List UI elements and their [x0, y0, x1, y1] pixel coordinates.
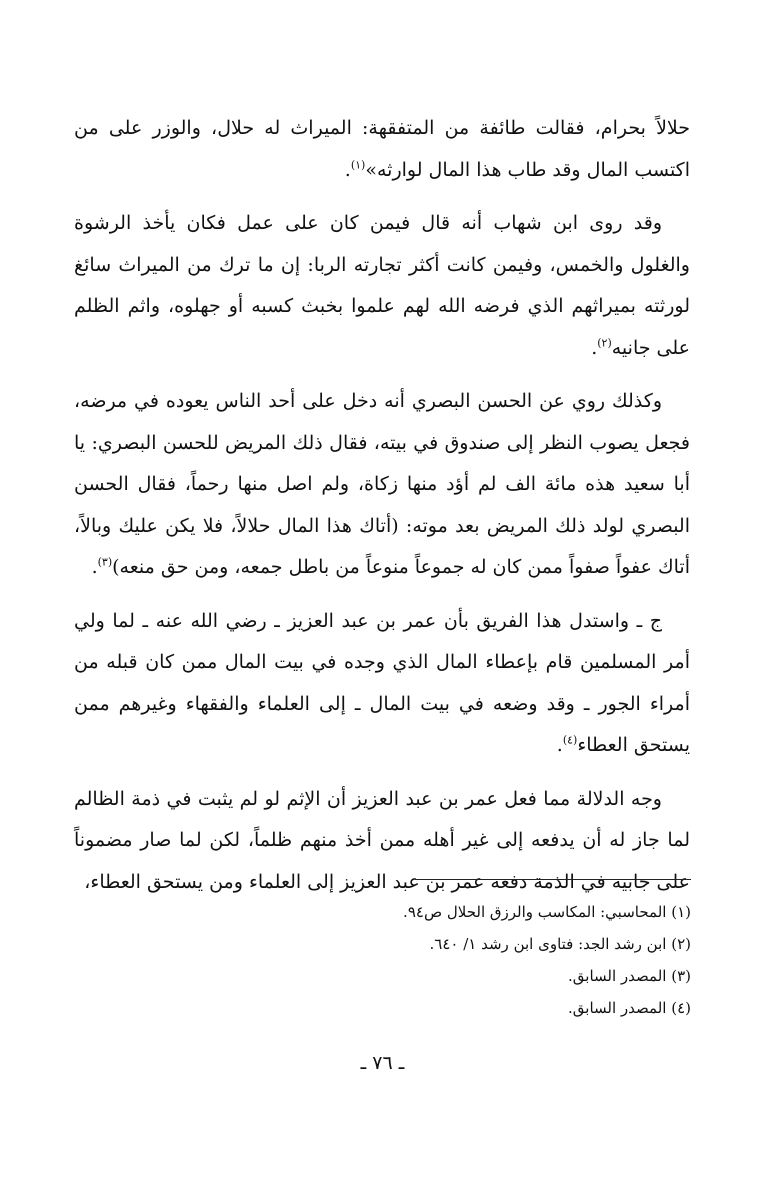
- paragraph-5: [74, 779, 690, 904]
- footnote-2: (٢) ابن رشد الجد: فتاوى ابن رشد ١/ ٦٤٠.: [429, 935, 691, 953]
- footnotes: [75, 896, 691, 1024]
- paragraph-2-text: وقد روى ابن شهاب أنه قال فيمن كان على عمل فكان يأخذ الرشوة والغلول والخمس، وفيمن كانت أكثر تجارته الربا: إن ما ترك من الميراث سائغ لورثته بميراثهم الذي فرضه الله لهم علموا بخبث كسبه أو جهلوه، واثم الظلم على جانيه: [74, 212, 690, 359]
- paragraph-4: [74, 601, 690, 767]
- footnote-ref-1: (١): [350, 158, 366, 172]
- paragraph-1-text: حلالاً بحرام، فقالت طائفة من المتفقهة: الميراث له حلال، والوزر على من اكتسب المال وقد طاب هذا المال لوارثه»: [74, 117, 690, 181]
- page-number: ـ ٧٦ ـ: [360, 1052, 405, 1074]
- paragraph-4-text: ج ـ واستدل هذا الفريق بأن عمر بن عبد العزيز ـ رضي الله عنه ـ لما ولي أمر المسلمين قام بإعطاء المال الذي وجده في بيت المال ممن كان قبله من أمراء الجور ـ وقد وضعه في بيت المال ـ إلى العلماء والفقهاء وغيرهم ممن يستحق العطاء: [74, 609, 690, 756]
- footnote-ref-4: (٤): [562, 733, 578, 747]
- footnote-3: (٣) المصدر السابق.: [568, 967, 691, 985]
- paragraph-1-tail: .: [344, 158, 351, 181]
- main-text: [74, 108, 690, 903]
- paragraph-5-text: وجه الدلالة مما فعل عمر بن عبد العزيز أن الإثم لو لم يثبت في ذمة الظالم لما جاز له أن يدفعه إلى غير أهله ممن أخذ منهم ظلماً، لكن لما صار مضموناً على جابيه في الذمة دفعه عمر بن عبد العزيز إلى العلماء ومن يستحق العطاء،: [74, 787, 690, 893]
- paragraph-3: [74, 381, 690, 589]
- footnote-ref-3: (٣): [97, 555, 113, 569]
- paragraph-4-tail: .: [556, 734, 563, 756]
- footnote-1: (١) المحاسبي: المكاسب والرزق الحلال ص٩٤.: [403, 903, 691, 921]
- footnote-separator: [415, 879, 691, 880]
- paragraph-2-tail: .: [591, 336, 598, 359]
- footnote-ref-2: (٢): [597, 336, 612, 350]
- footnote-4: (٤) المصدر السابق.: [568, 999, 691, 1017]
- paragraph-2: [74, 203, 690, 369]
- paragraph-3-text: وكذلك روي عن الحسن البصري أنه دخل على أحد الناس يعوده في مرضه، فجعل يصوب النظر إلى صندوق في بيته، فقال ذلك المريض للحسن البصري: يا أبا سعيد هذه مائة الف لم أؤد منها زكاة، ولم اصل منها رحماً، فقال الحسن البصري لولد ذلك المريض بعد موته: (أتاك هذا المال حلالاً، فلا يكن عليك وبالاً، أتاك عفواً صفواً ممن كان له جموعاً منوعاً من باطل جمعه، ومن حق منعه): [74, 390, 690, 578]
- paragraph-3-tail: .: [91, 556, 98, 578]
- paragraph-1: [74, 108, 690, 191]
